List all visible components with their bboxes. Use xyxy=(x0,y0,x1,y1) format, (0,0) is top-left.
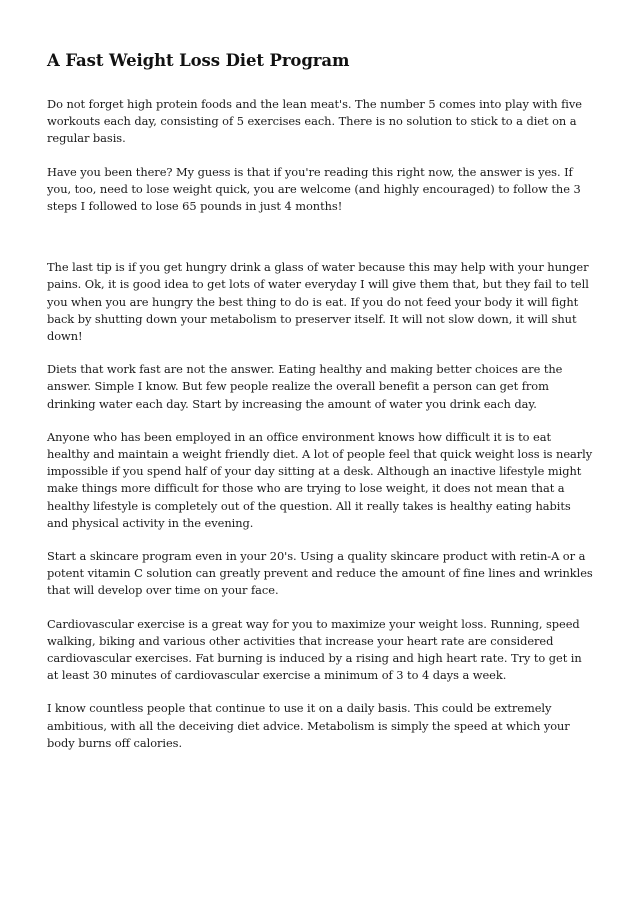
paragraph-5: Anyone who has been employed in an office environment knows how difficult it is to eat healthy and maintain a weight friendly diet. A lot of people feel that quick weight loss is nearly impossible if you spend half of your day sitting at a desk. Although an inactive lifestyle might make things more difficult for those who are trying to lose weight, it does not mean that a healthy lifestyle is completely out of the question. All it really takes is healthy eating habits and physical activity in the evening. xyxy=(47,429,593,530)
page-title: A Fast Weight Loss Diet Program xyxy=(47,51,350,70)
paragraph-4: Diets that work fast are not the answer. Eating healthy and making better choices are the answer. Simple I know. But few people realize the overall benefit a person can get from drinking water each day. Start by increasing the amount of water you drink each day. xyxy=(47,362,563,411)
paragraph-8: I know countless people that continue to use it on a daily basis. This could be extremely ambitious, with all the deceiving diet advice. Metabolism is simply the speed at which your body burns off calories. xyxy=(47,701,570,750)
paragraph-3: The last tip is if you get hungry drink a glass of water because this may help with your hunger pains. Ok, it is good idea to get lots of water everyday I will give them that, but they fail to tell you when you are hungry the best thing to do is eat. If you do not feed your body it will fight back by shutting down your metabolism to preserver itself. It will not slow down, it will shut down! xyxy=(47,260,589,344)
paragraph-2: Have you been there? My guess is that if you're reading this right now, the answer is yes. If you, too, need to lose weight quick, you are welcome (and highly encouraged) to follow the 3 steps I followed to lose 65 pounds in just 4 months! xyxy=(47,164,581,214)
paragraph-6: Start a skincare program even in your 20's. Using a quality skincare product with retin-A or a potent vitamin C solution can greatly prevent and reduce the amount of fine lines and wrinkles that will develop over time on your face. xyxy=(47,549,593,598)
paragraph-1: Do not forget high protein foods and the lean meat's. The number 5 comes into play with five workouts each day, consisting of 5 exercises each. There is no solution to stick to a diet on a regular basis. xyxy=(47,97,582,146)
blank-gap xyxy=(47,231,594,259)
paragraph-7: Cardiovascular exercise is a great way for you to maximize your weight loss. Running, speed walking, biking and various other activities that increase your heart rate are considered cardiovascular exercises. Fat burning is induced by a rising and high heart rate. Try to get in at least 30 minutes of cardiovascular exercise a minimum of 3 to 4 days a week. xyxy=(47,616,582,683)
